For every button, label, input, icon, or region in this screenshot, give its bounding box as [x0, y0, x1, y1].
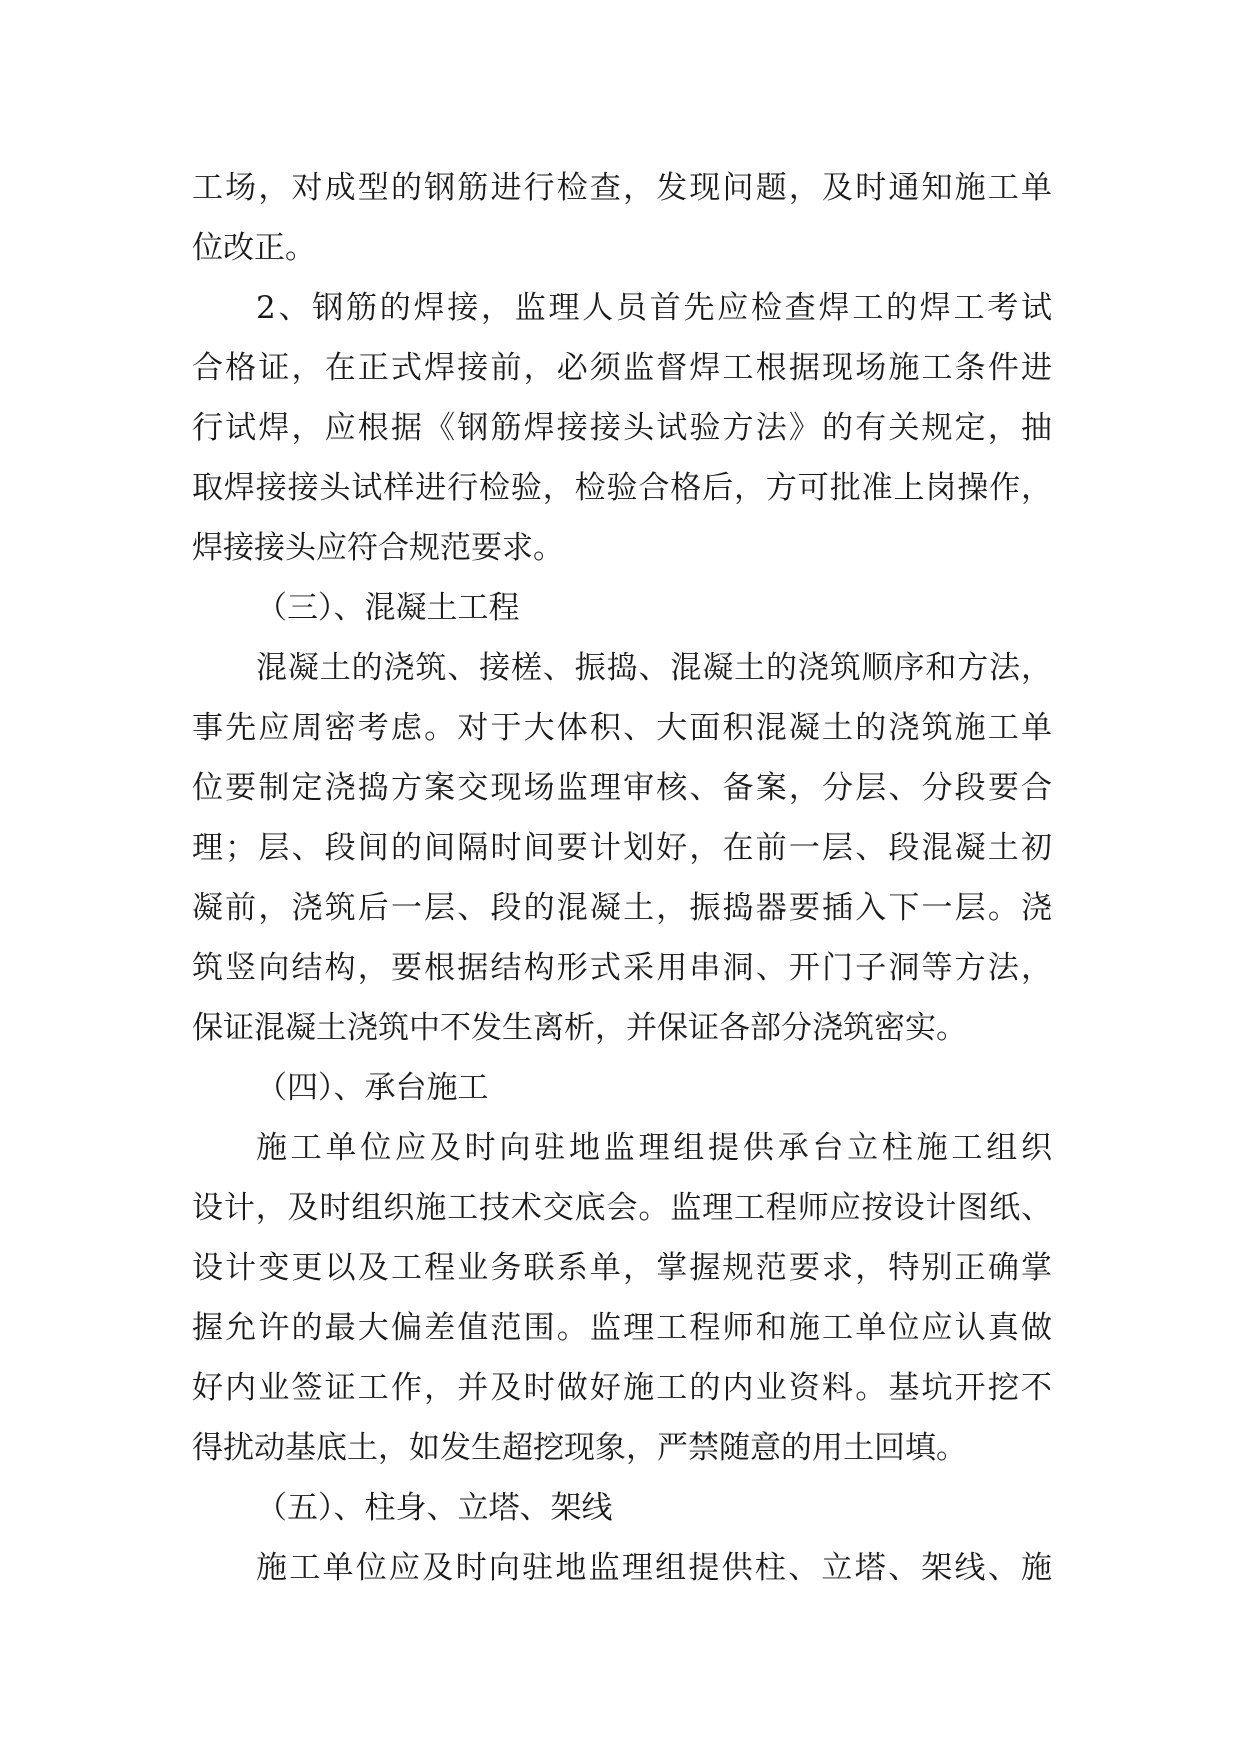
section-heading: （四）、承台施工: [256, 1070, 489, 1106]
body-line: 握允许的最大偏差值范围。监理工程师和施工单位应认真做: [192, 1310, 1052, 1346]
body-line: 焊接接头应符合规范要求。: [192, 530, 564, 566]
section-heading: （三）、混凝土工程: [256, 590, 520, 626]
paragraph-first-line: 2、钢筋的焊接，监理人员首先应检查焊工的焊工考试: [256, 290, 1052, 326]
section-heading: （五）、柱身、立塔、架线: [256, 1490, 613, 1526]
body-line: 得扰动基底土，如发生超挖现象，严禁随意的用土回填。: [192, 1430, 967, 1466]
body-line: 设计，及时组织施工技术交底会。监理工程师应按设计图纸、: [192, 1190, 1052, 1226]
body-line: 保证混凝土浇筑中不发生离析，并保证各部分浇筑密实。: [192, 1010, 967, 1046]
paragraph-first-line: 施工单位应及时向驻地监理组提供承台立柱施工组织: [256, 1130, 1052, 1166]
body-line: 行试焊，应根据《钢筋焊接接头试验方法》的有关规定，抽: [192, 410, 1052, 446]
body-line: 位要制定浇捣方案交现场监理审核、备案，分层、分段要合: [192, 770, 1052, 806]
paragraph-first-line: 施工单位应及时向驻地监理组提供柱、立塔、架线、施: [256, 1550, 1052, 1586]
body-line: 筑竖向结构，要根据结构形式采用串洞、开门子洞等方法，: [192, 950, 1052, 986]
body-line: 好内业签证工作，并及时做好施工的内业资料。基坑开挖不: [192, 1370, 1052, 1406]
body-line: 理；层、段间的间隔时间要计划好，在前一层、段混凝土初: [192, 830, 1052, 866]
body-line: 位改正。: [192, 230, 316, 266]
body-line: 凝前，浇筑后一层、段的混凝土，振捣器要插入下一层。浇: [192, 890, 1052, 926]
body-line: 设计变更以及工程业务联系单，掌握规范要求，特别正确掌: [192, 1250, 1052, 1286]
body-line: 合格证，在正式焊接前，必须监督焊工根据现场施工条件进: [192, 350, 1052, 386]
body-line: 工场，对成型的钢筋进行检查，发现问题，及时通知施工单: [192, 170, 1052, 206]
body-line: 事先应周密考虑。对于大体积、大面积混凝土的浇筑施工单: [192, 710, 1052, 746]
body-line: 取焊接接头试样进行检验，检验合格后，方可批准上岗操作，: [192, 470, 1052, 506]
paragraph-first-line: 混凝土的浇筑、接槎、振捣、混凝土的浇筑顺序和方法，: [256, 650, 1052, 686]
